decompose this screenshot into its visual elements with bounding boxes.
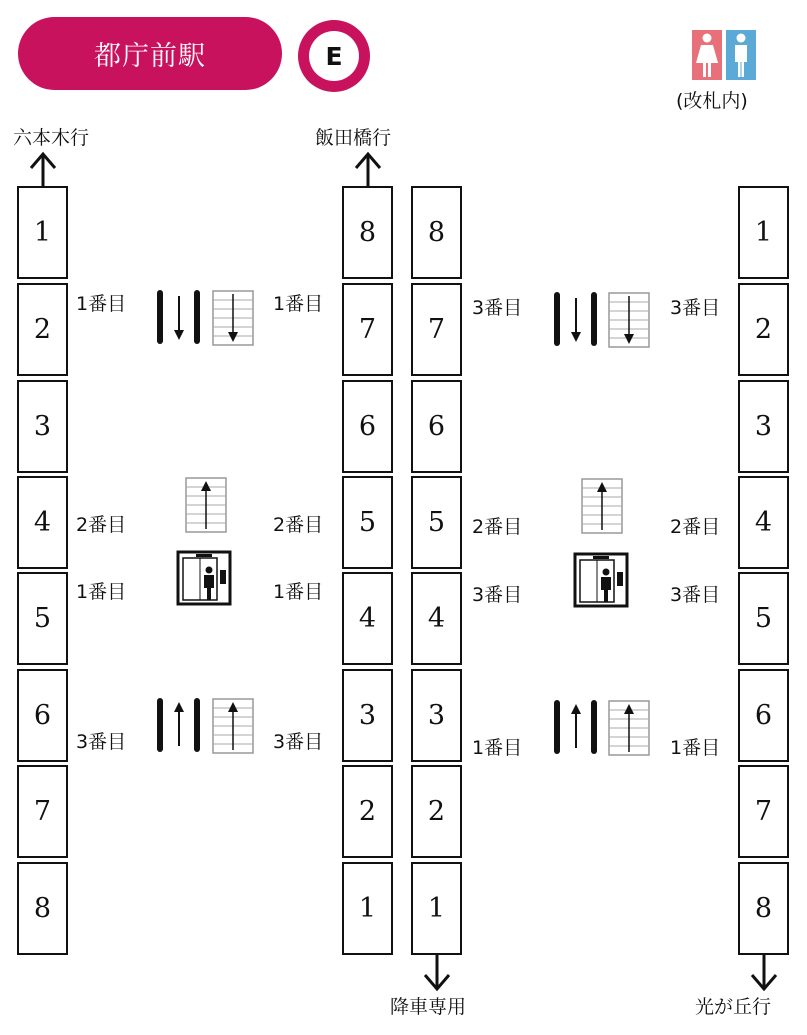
car-cell: 5: [17, 572, 68, 665]
car-cell: 5: [738, 572, 789, 665]
car-cell: 1: [738, 186, 789, 279]
car-cell: 6: [738, 669, 789, 762]
escalator-up-icon: [554, 700, 604, 754]
escalator-down-icon: [554, 292, 604, 346]
direction-alighting-only: 降車専用: [390, 996, 467, 1018]
stairs-up-icon: [212, 698, 254, 754]
car-cell: 3: [738, 380, 789, 473]
car-cell: 2: [411, 765, 462, 858]
elevator-icon: [176, 550, 232, 606]
car-position-label: 1番目: [273, 581, 324, 603]
direction-roppongi: 六本木行: [13, 127, 90, 149]
car-cell: 1: [411, 862, 462, 955]
car-cell: 6: [411, 380, 462, 473]
escalator-down-icon: [157, 290, 207, 344]
car-cell: 4: [17, 476, 68, 569]
car-cell: 1: [342, 862, 393, 955]
car-cell: 6: [17, 669, 68, 762]
line-badge: [298, 20, 370, 92]
car-cell: 8: [738, 862, 789, 955]
car-position-label: 2番目: [670, 516, 721, 538]
car-position-label: 2番目: [472, 516, 523, 538]
car-position-label: 3番目: [670, 584, 721, 606]
car-position-label: 1番目: [273, 293, 324, 315]
car-cell: 3: [17, 380, 68, 473]
stairs-up-icon: [608, 700, 650, 756]
car-position-label: 2番目: [76, 514, 127, 536]
car-cell: 7: [738, 765, 789, 858]
car-cell: 4: [342, 572, 393, 665]
car-cell: 2: [738, 283, 789, 376]
car-cell: 7: [411, 283, 462, 376]
stairs-down-icon: [608, 292, 650, 348]
car-cell: 4: [738, 476, 789, 569]
elevator-icon: [573, 552, 629, 608]
car-position-label: 2番目: [273, 514, 324, 536]
car-cell: 8: [17, 862, 68, 955]
direction-hikarigaoka: 光が丘行: [695, 996, 772, 1018]
car-position-label: 1番目: [76, 293, 127, 315]
car-cell: 8: [342, 186, 393, 279]
car-position-label: 3番目: [76, 731, 127, 753]
car-position-label: 3番目: [472, 584, 523, 606]
car-position-label: 1番目: [76, 581, 127, 603]
car-position-label: 3番目: [472, 297, 523, 319]
restroom-note: (改札内): [676, 90, 748, 112]
car-cell: 3: [342, 669, 393, 762]
car-position-label: 1番目: [472, 737, 523, 759]
restroom-icon: [692, 30, 756, 80]
car-cell: 5: [342, 476, 393, 569]
car-cell: 1: [17, 186, 68, 279]
escalator-up-icon: [157, 698, 207, 752]
car-position-label: 3番目: [670, 297, 721, 319]
car-cell: 2: [342, 765, 393, 858]
car-cell: 4: [411, 572, 462, 665]
car-cell: 5: [411, 476, 462, 569]
car-position-label: 3番目: [273, 731, 324, 753]
car-cell: 7: [17, 765, 68, 858]
stairs-up-icon: [581, 478, 623, 534]
line-letter: E: [309, 31, 359, 81]
car-position-label: 1番目: [670, 737, 721, 759]
direction-iidabashi: 飯田橋行: [315, 127, 392, 149]
car-cell: 3: [411, 669, 462, 762]
car-cell: 2: [17, 283, 68, 376]
car-cell: 7: [342, 283, 393, 376]
car-cell: 6: [342, 380, 393, 473]
station-name-badge: [18, 17, 282, 90]
car-cell: 8: [411, 186, 462, 279]
stairs-up-icon: [185, 477, 227, 533]
station-name: 都庁前駅: [94, 41, 206, 72]
stairs-down-icon: [212, 290, 254, 346]
